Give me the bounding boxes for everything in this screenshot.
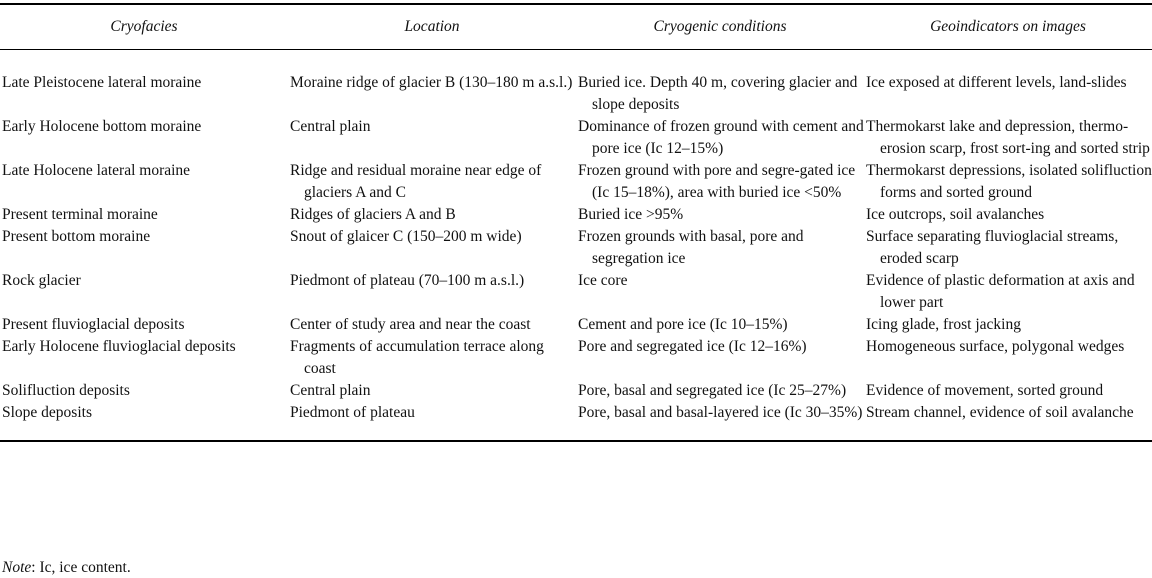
cell-cryofacies bbox=[0, 402, 288, 441]
table-note bbox=[2, 558, 131, 578]
cell-text: Frozen ground with pore and segre-gated ice (Ic 15–18%), area with buried ice <50% bbox=[578, 162, 856, 201]
cell-text: Solifluction deposits bbox=[2, 382, 130, 399]
cell-geoindicators bbox=[864, 336, 1152, 380]
table-header-row bbox=[0, 4, 1152, 50]
cell-text: Thermokarst lake and depression, thermo-erosion scarp, frost sort-ing and sorted strip bbox=[866, 118, 1150, 157]
note-label: Note bbox=[2, 559, 32, 576]
cell-text: Ridge and residual moraine near edge of glaciers A and C bbox=[290, 162, 542, 201]
cell-location bbox=[288, 160, 576, 204]
cell-text: Dominance of frozen ground with cement and pore ice (Ic 12–15%) bbox=[578, 118, 864, 157]
table-row bbox=[0, 402, 1152, 441]
cell-cryofacies bbox=[0, 314, 288, 336]
cell-cryogenic-conditions bbox=[576, 204, 864, 226]
cell-cryofacies bbox=[0, 50, 288, 117]
cell-geoindicators bbox=[864, 160, 1152, 204]
cell-text: Ridges of glaciers A and B bbox=[290, 206, 456, 223]
cell-cryofacies bbox=[0, 270, 288, 314]
table-row bbox=[0, 50, 1152, 117]
cell-text: Present bottom moraine bbox=[2, 228, 151, 245]
cell-cryofacies bbox=[0, 336, 288, 380]
cell-text: Ice outcrops, soil avalanches bbox=[866, 206, 1045, 223]
cell-cryofacies bbox=[0, 116, 288, 160]
cell-geoindicators bbox=[864, 402, 1152, 441]
header-geoindicators: Geoindicators on images bbox=[930, 18, 1086, 35]
cell-text: Moraine ridge of glacier B (130–180 m a.s.l.) bbox=[290, 74, 573, 91]
cell-text: Cement and pore ice (Ic 10–15%) bbox=[578, 316, 788, 333]
header-location: Location bbox=[404, 18, 460, 35]
cell-cryogenic-conditions bbox=[576, 226, 864, 270]
cell-geoindicators bbox=[864, 204, 1152, 226]
cell-location bbox=[288, 116, 576, 160]
cell-location bbox=[288, 336, 576, 380]
cell-text: Buried ice >95% bbox=[578, 206, 684, 223]
cell-text: Stream channel, evidence of soil avalanche bbox=[866, 404, 1134, 421]
cell-cryogenic-conditions bbox=[576, 116, 864, 160]
cell-text: Icing glade, frost jacking bbox=[866, 316, 1021, 333]
cell-text: Center of study area and near the coast bbox=[290, 316, 531, 333]
cell-geoindicators bbox=[864, 116, 1152, 160]
cell-text: Buried ice. Depth 40 m, covering glacier and slope deposits bbox=[578, 74, 858, 113]
cell-location bbox=[288, 226, 576, 270]
cell-cryogenic-conditions bbox=[576, 402, 864, 441]
cell-geoindicators bbox=[864, 380, 1152, 402]
cell-location bbox=[288, 380, 576, 402]
table-row bbox=[0, 204, 1152, 226]
cell-text: Early Holocene bottom moraine bbox=[2, 118, 202, 135]
cell-text: Present terminal moraine bbox=[2, 206, 158, 223]
cell-cryofacies bbox=[0, 160, 288, 204]
cell-cryogenic-conditions bbox=[576, 336, 864, 380]
cell-cryogenic-conditions bbox=[576, 270, 864, 314]
cell-cryofacies bbox=[0, 380, 288, 402]
table-body bbox=[0, 50, 1152, 442]
table-row bbox=[0, 116, 1152, 160]
header-cryofacies: Cryofacies bbox=[110, 18, 178, 35]
cell-geoindicators bbox=[864, 270, 1152, 314]
cell-text: Snout of glaicer C (150–200 m wide) bbox=[290, 228, 522, 245]
table-row bbox=[0, 226, 1152, 270]
table-row bbox=[0, 160, 1152, 204]
table-row bbox=[0, 380, 1152, 402]
cell-text: Piedmont of plateau (70–100 m a.s.l.) bbox=[290, 272, 525, 289]
cell-cryofacies bbox=[0, 226, 288, 270]
cell-text: Pore and segregated ice (Ic 12–16%) bbox=[578, 338, 807, 355]
cell-location bbox=[288, 50, 576, 117]
cell-text: Evidence of plastic deformation at axis and lower part bbox=[866, 272, 1135, 311]
cell-text: Late Pleistocene lateral moraine bbox=[2, 74, 202, 91]
cell-text: Ice exposed at different levels, land-slides bbox=[866, 74, 1127, 91]
cell-text: Rock glacier bbox=[2, 272, 81, 289]
cell-cryofacies bbox=[0, 204, 288, 226]
note-text: : Ic, ice content. bbox=[31, 559, 131, 576]
cell-text: Central plain bbox=[290, 382, 371, 399]
cell-location bbox=[288, 314, 576, 336]
cell-text: Homogeneous surface, polygonal wedges bbox=[866, 338, 1125, 355]
table-row bbox=[0, 270, 1152, 314]
cell-text: Early Holocene fluvioglacial deposits bbox=[2, 338, 236, 355]
cell-text: Fragments of accumulation terrace along coast bbox=[290, 338, 544, 377]
cell-text: Slope deposits bbox=[2, 404, 92, 421]
cell-text: Piedmont of plateau bbox=[290, 404, 415, 421]
cell-text: Late Holocene lateral moraine bbox=[2, 162, 191, 179]
cell-cryogenic-conditions bbox=[576, 160, 864, 204]
cell-text: Pore, basal and segregated ice (Ic 25–27%) bbox=[578, 382, 847, 399]
cell-geoindicators bbox=[864, 314, 1152, 336]
cell-cryogenic-conditions bbox=[576, 50, 864, 117]
cell-text: Thermokarst depressions, isolated solifluction forms and sorted ground bbox=[866, 162, 1152, 201]
cell-location bbox=[288, 270, 576, 314]
cryofacies-table bbox=[0, 3, 1152, 442]
cell-cryogenic-conditions bbox=[576, 314, 864, 336]
cell-geoindicators bbox=[864, 50, 1152, 117]
cell-cryogenic-conditions bbox=[576, 380, 864, 402]
table-row bbox=[0, 314, 1152, 336]
cell-text: Ice core bbox=[578, 272, 628, 289]
cell-geoindicators bbox=[864, 226, 1152, 270]
cell-location bbox=[288, 402, 576, 441]
cell-location bbox=[288, 204, 576, 226]
cell-text: Evidence of movement, sorted ground bbox=[866, 382, 1104, 399]
cell-text: Present fluvioglacial deposits bbox=[2, 316, 185, 333]
cell-text: Central plain bbox=[290, 118, 371, 135]
cell-text: Surface separating fluvioglacial streams, eroded scarp bbox=[866, 228, 1119, 267]
cell-text: Frozen grounds with basal, pore and segregation ice bbox=[578, 228, 804, 267]
header-cryogenic-conditions: Cryogenic conditions bbox=[653, 18, 787, 35]
cell-text: Pore, basal and basal-layered ice (Ic 30–35%) bbox=[578, 404, 863, 421]
table-row bbox=[0, 336, 1152, 380]
